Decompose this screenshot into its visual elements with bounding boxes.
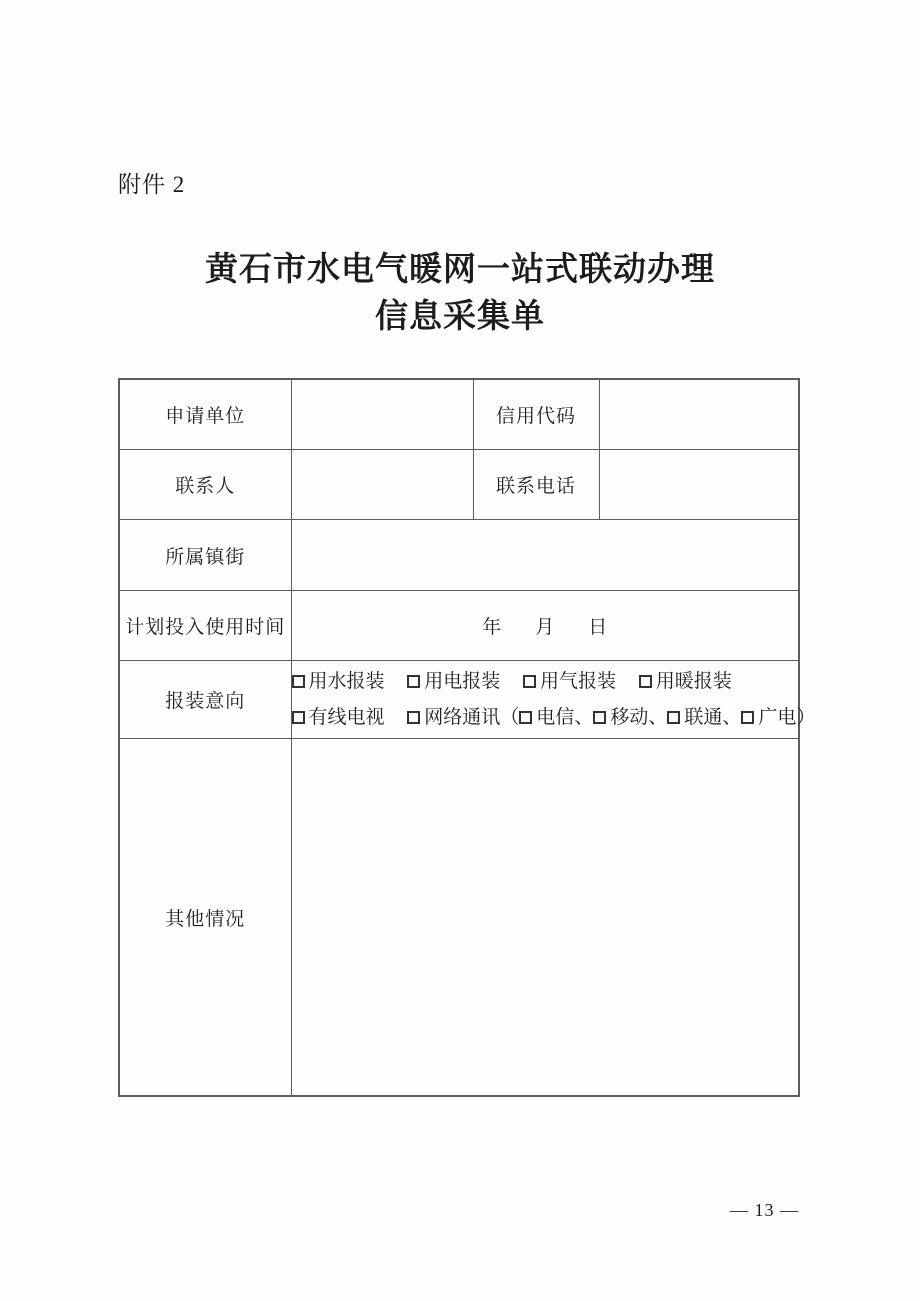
checkbox-network-label: 网络通讯 (424, 706, 501, 728)
checkbox-telecom-icon[interactable] (519, 711, 532, 724)
contact-phone-input-cell[interactable] (599, 450, 799, 520)
checkbox-option-unicom (667, 707, 741, 728)
checkbox-option-electricity (407, 671, 500, 692)
month-label: 月 (535, 617, 555, 638)
town-street-input-cell[interactable] (291, 520, 799, 591)
contact-person-input-cell[interactable] (291, 450, 473, 520)
applicant-unit-input-cell[interactable] (291, 379, 473, 450)
checkbox-option-broadcast (741, 707, 796, 728)
telecom-separator: 、 (574, 706, 594, 728)
town-street-label: 所属镇街 (119, 520, 291, 591)
checkbox-gas-icon[interactable] (523, 675, 536, 688)
checkbox-electricity-label: 用电报装 (424, 670, 501, 692)
checkbox-gas-label: 用气报装 (540, 670, 617, 692)
contact-phone-label: 联系电话 (473, 450, 599, 520)
attachment-label: 附件 2 (118, 172, 186, 197)
year-label: 年 (482, 617, 502, 638)
other-label: 其他情况 (119, 739, 291, 1097)
checkbox-unicom-icon[interactable] (667, 711, 680, 724)
checkbox-option-water (292, 671, 385, 692)
applicant-unit-label: 申请单位 (119, 379, 291, 450)
checkbox-mobile-label: 移动 (610, 706, 649, 728)
checkbox-water-label: 用水报装 (308, 670, 385, 692)
intent-label: 报装意向 (119, 661, 291, 739)
checkbox-option-cable-tv (292, 707, 385, 728)
checkbox-heating-label: 用暖报装 (655, 670, 732, 692)
checkbox-option-gas (523, 671, 616, 692)
checkbox-water-icon[interactable] (292, 675, 305, 688)
paren-open: （ (500, 706, 520, 728)
checkbox-broadcast-icon[interactable] (741, 711, 754, 724)
mobile-separator: 、 (648, 706, 668, 728)
credit-code-input-cell[interactable] (599, 379, 799, 450)
checkbox-unicom-label: 联通 (684, 706, 723, 728)
row-planned-time (119, 591, 799, 661)
checkbox-cable-tv-icon[interactable] (292, 711, 305, 724)
other-input-cell[interactable] (291, 739, 799, 1097)
row-other (119, 739, 799, 1097)
planned-time-input-cell[interactable] (291, 591, 799, 661)
checkbox-broadcast-label: 广电 (758, 706, 797, 728)
checkbox-option-network (407, 707, 500, 728)
checkbox-electricity-icon[interactable] (407, 675, 420, 688)
day-label: 日 (588, 617, 608, 638)
row-town-street (119, 520, 799, 591)
form-title-line-2: 信息采集单 (375, 299, 545, 335)
row-intent (119, 661, 799, 739)
form-title-line-1: 黄石市水电气暖网一站式联动办理 (205, 252, 715, 288)
form-title (0, 247, 920, 341)
checkbox-option-telecom (519, 707, 593, 728)
intent-options-line-2 (292, 700, 816, 736)
paren-close: ） (796, 706, 816, 728)
row-contact (119, 450, 799, 520)
credit-code-label: 信用代码 (473, 379, 599, 450)
checkbox-heating-icon[interactable] (639, 675, 652, 688)
planned-time-label: 计划投入使用时间 (119, 591, 291, 661)
intent-options-cell (291, 661, 816, 739)
form-table (118, 378, 816, 1097)
checkbox-option-mobile (593, 707, 667, 728)
unicom-separator: 、 (722, 706, 742, 728)
checkbox-option-heating (639, 671, 732, 692)
intent-options-line-1 (292, 664, 799, 700)
row-applicant (119, 379, 799, 450)
contact-person-label: 联系人 (119, 450, 291, 520)
page-number: — 13 — (730, 1200, 799, 1220)
checkbox-network-icon[interactable] (407, 711, 420, 724)
checkbox-mobile-icon[interactable] (593, 711, 606, 724)
checkbox-cable-tv-label: 有线电视 (308, 706, 385, 728)
checkbox-telecom-label: 电信 (536, 706, 575, 728)
